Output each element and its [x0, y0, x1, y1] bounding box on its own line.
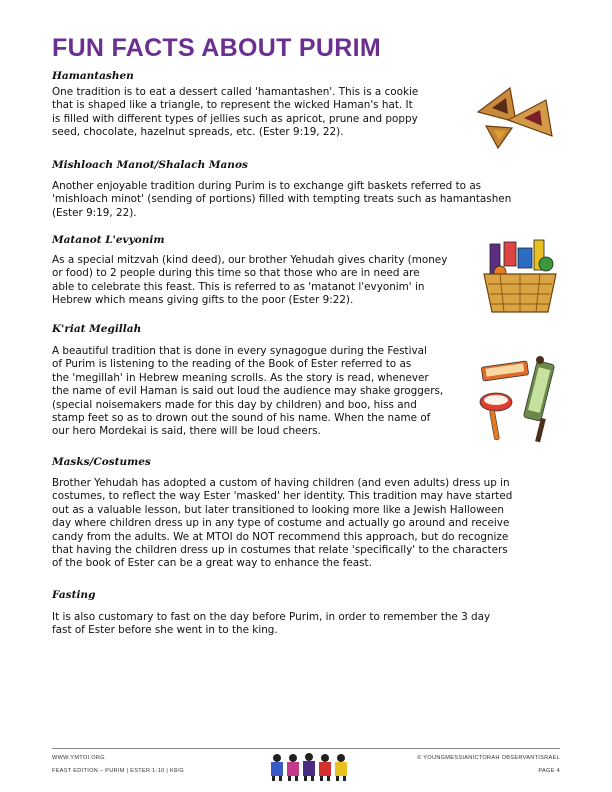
footer-website[interactable]: WWW.YMTOI.ORG — [52, 755, 105, 761]
footer-copyright: © YOUNGMESSIANICTORAH OBSERVANTISRAEL — [417, 755, 560, 761]
text-line: of Purim is listening to the reading of the Book of Ester referred to as — [52, 358, 412, 371]
section-text-hamantashen — [52, 86, 418, 140]
megillah-scroll-and-groggers-icon — [476, 350, 564, 448]
text-line: (Ester 9:19, 22). — [52, 206, 137, 219]
text-line: 'mishloach minot' (sending of portions) filled with tempting treats such as hamantashen — [52, 193, 512, 206]
section-heading-fasting: Fasting — [52, 589, 96, 601]
text-line: day where children dress up in any type of costume and actually go around and receive — [52, 517, 510, 530]
text-line: A beautiful tradition that is done in every synagogue during the Festival — [52, 345, 427, 357]
section-heading-hamantashen: Hamantashen — [52, 70, 134, 82]
section-text-fasting — [52, 611, 490, 638]
text-line: out as a valuable lesson, but later transitioned to looking more like a Jewish Halloween — [52, 503, 504, 516]
text-line: stamp feet so as to drown out the sound of his name. When the name of — [52, 412, 431, 425]
text-line: fast of Ester before she went in to the king. — [52, 624, 278, 637]
page-title: FUN FACTS ABOUT PURIM — [52, 34, 381, 62]
footer-divider — [52, 748, 560, 749]
text-line: As a special mitzvah (kind deed), our brother Yehudah gives charity (money — [52, 254, 448, 266]
hamantashen-icon — [468, 82, 560, 152]
footer-edition: FEAST EDITION – PURIM | ESTER 1-10 | K8/G — [52, 768, 184, 774]
text-line: the 'megillah' in Hebrew meaning scrolls. As the story is read, whenever — [52, 371, 429, 384]
section-heading-masks-costumes: Masks/Costumes — [52, 456, 151, 468]
section-text-masks-costumes — [52, 477, 512, 571]
text-line: that is shaped like a triangle, to represent the wicked Haman's hat. It — [52, 99, 413, 112]
text-line: (special noisemakers made for this day by children) and boo, hiss and — [52, 398, 417, 411]
text-line: of the book of Ester can be a great way to enhance the feast. — [52, 557, 372, 570]
text-line: that having the children dress up in costumes that relate 'specifically' to the characters — [52, 544, 508, 557]
section-text-mishloach-manot — [52, 180, 511, 220]
text-line: is filled with different types of jellies such as apricot, prune and poppy — [52, 112, 418, 125]
text-line: or food) to 2 people during this time so that those who are in need are — [52, 267, 420, 280]
text-line: seed, chocolate, hazelnut spreads, etc. (Ester 9:19, 22). — [52, 126, 344, 139]
text-line: costumes, to reflect the way Ester 'masked' her identity. This tradition may have started — [52, 490, 513, 503]
section-text-kriat-megillah — [52, 345, 443, 439]
text-line: Another enjoyable tradition during Purim is to exchange gift baskets referred to as — [52, 180, 482, 192]
section-heading-mishloach-manot: Mishloach Manot/Shalach Manos — [52, 159, 248, 171]
section-heading-kriat-megillah: K'riat Megillah — [52, 323, 142, 335]
gift-basket-icon — [480, 238, 560, 316]
text-line: One tradition is to eat a dessert called 'hamantashen'. This is a cookie — [52, 86, 419, 98]
text-line: It is also customary to fast on the day before Purim, in order to remember the 3 day — [52, 611, 491, 623]
text-line: Hebrew which means giving gifts to the poor (Ester 9:22). — [52, 294, 354, 307]
section-heading-matanot-levyonim: Matanot L'evyonim — [52, 234, 165, 246]
text-line: our hero Mordekai is said, there will be loud cheers. — [52, 425, 321, 438]
text-line: candy from the adults. We at MTOI do NOT recommend this approach, but do recognize — [52, 530, 509, 543]
text-line: the name of evil Haman is said out loud the audience may shake groggers, — [52, 385, 444, 398]
section-text-matanot-levyonim — [52, 254, 447, 308]
children-figures-logo-icon — [268, 752, 352, 782]
text-line: able to celebrate this feast. This is referred to as 'matanot l'evyonim' in — [52, 280, 425, 293]
footer-page-number: PAGE 4 — [538, 768, 560, 774]
text-line: Brother Yehudah has adopted a custom of having children (and even adults) dress up in — [52, 477, 510, 489]
